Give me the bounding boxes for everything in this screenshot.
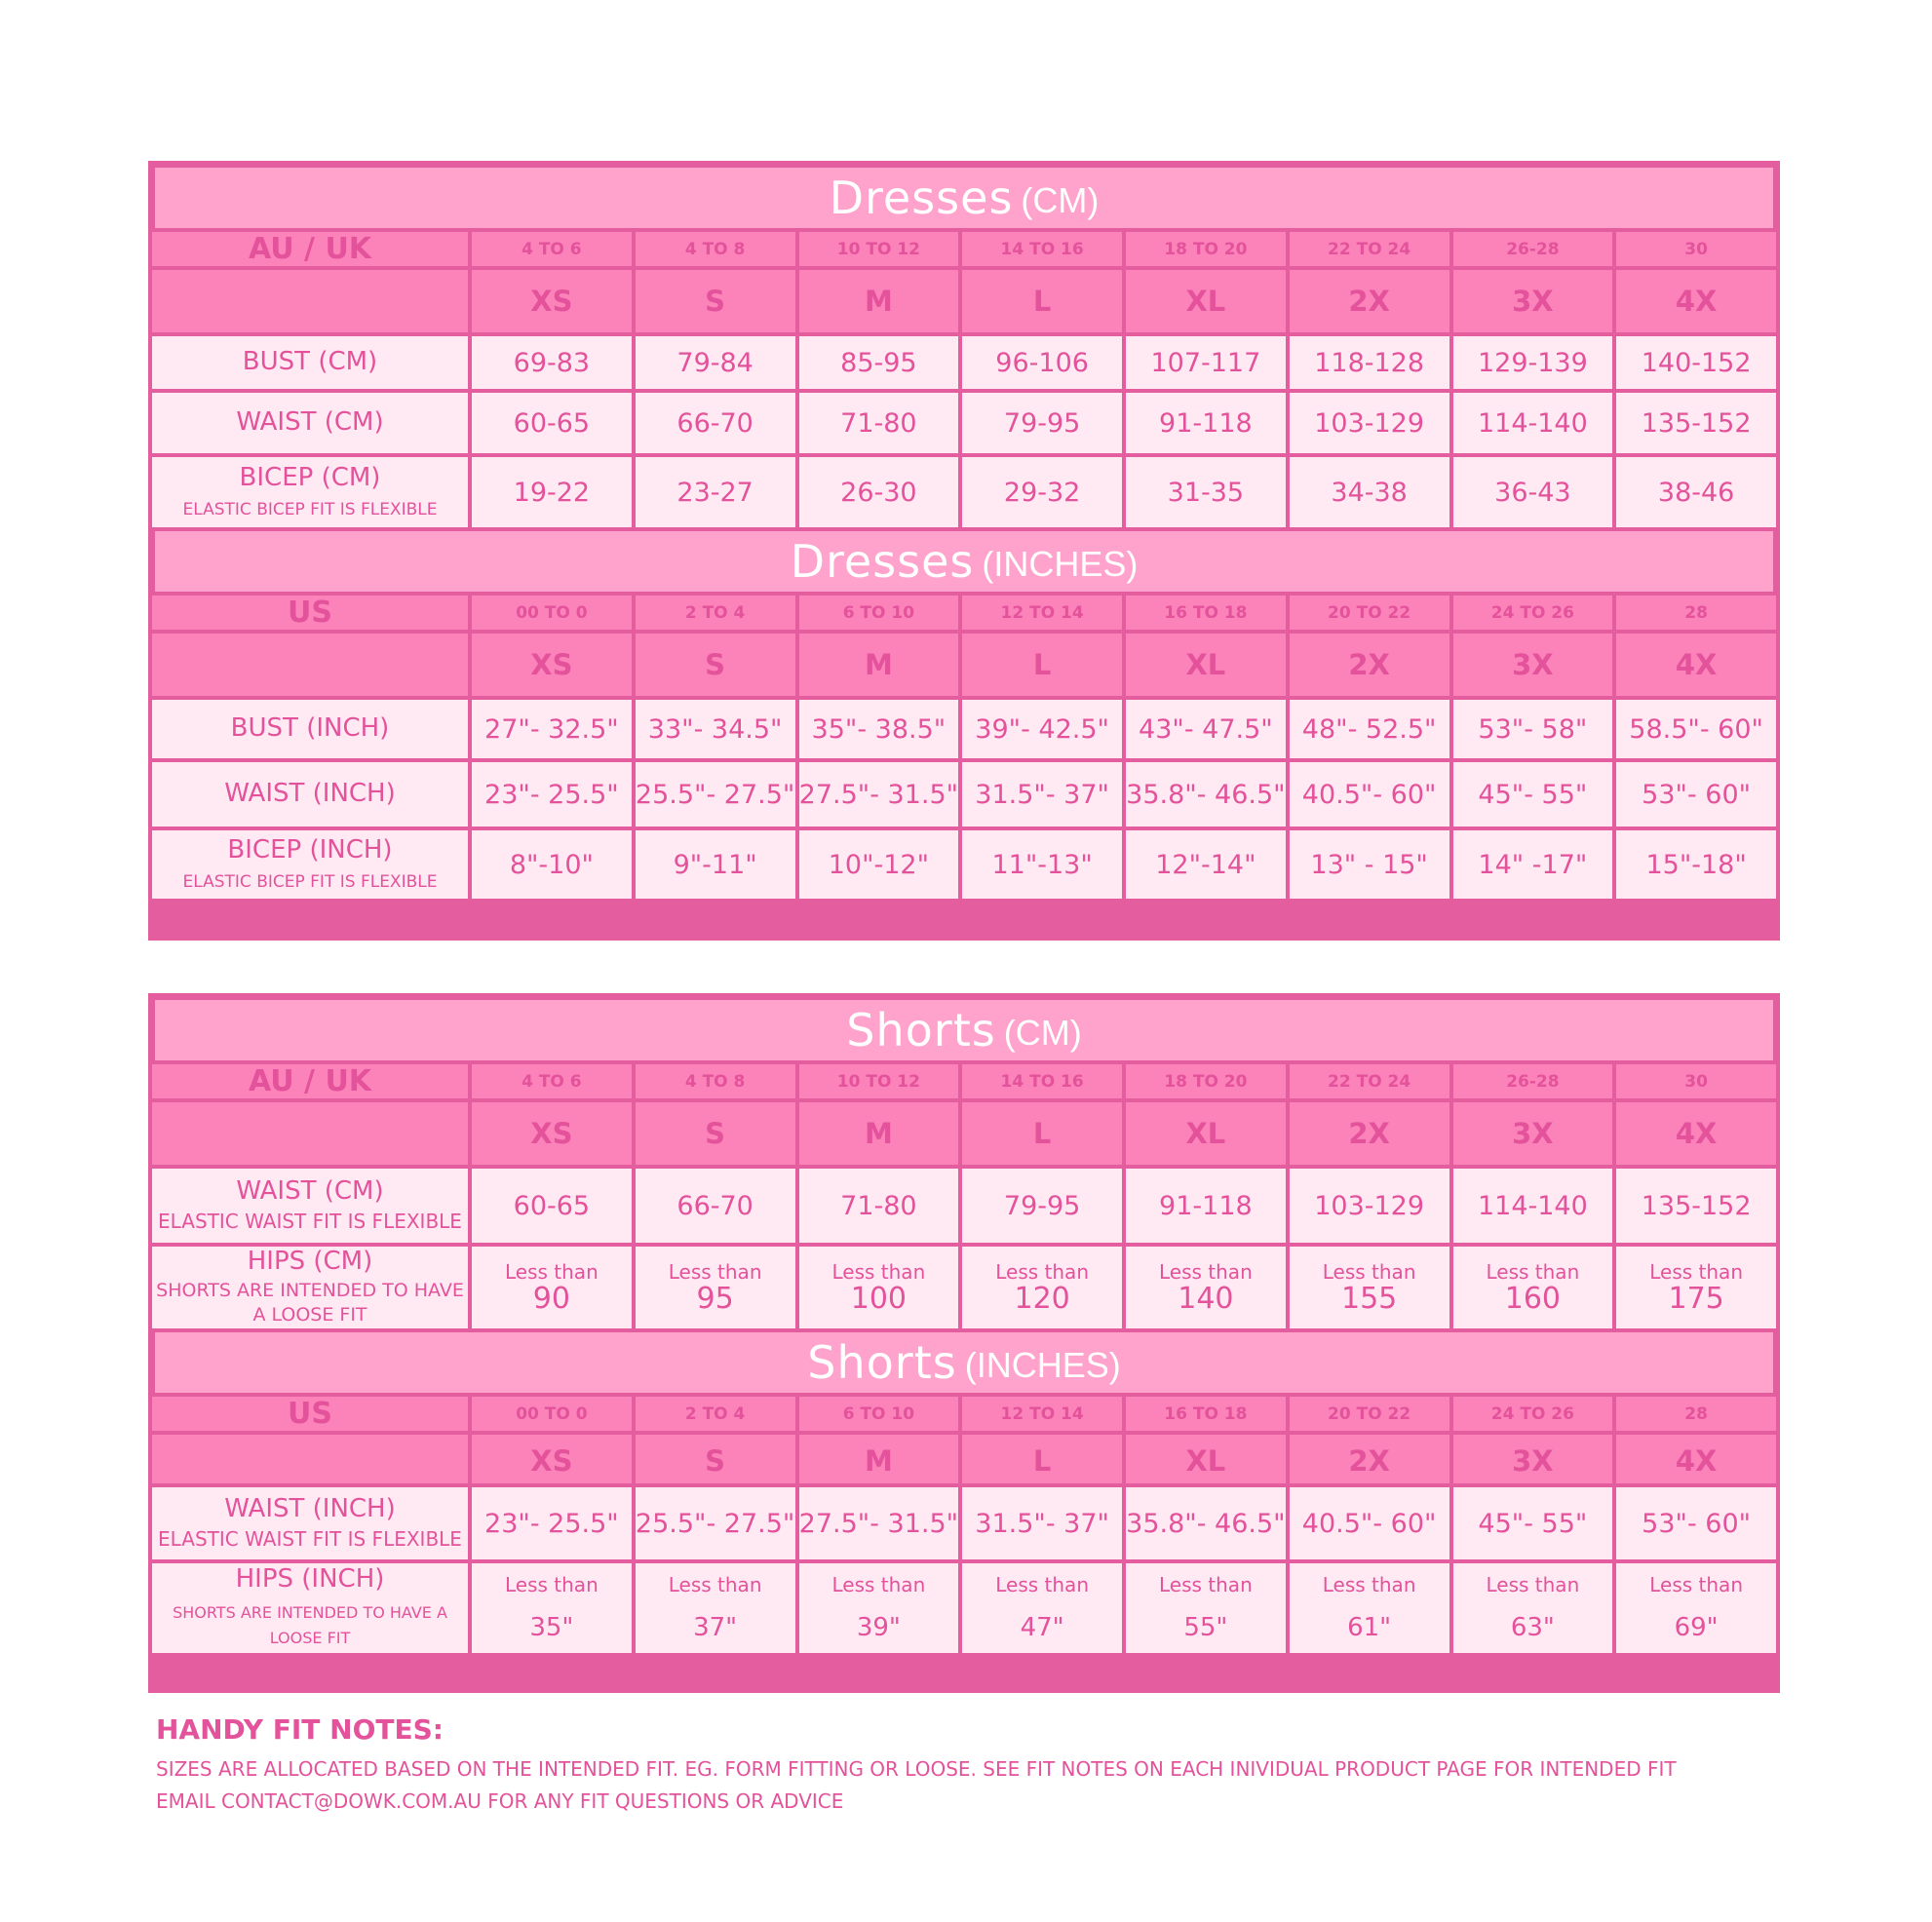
size-cell: M — [799, 1102, 959, 1165]
size-cell: XS — [472, 270, 632, 332]
measurement-value: 91-118 — [1126, 1169, 1286, 1243]
measurement-value: 53"- 60" — [1616, 1487, 1776, 1559]
size-cell: S — [636, 1102, 795, 1165]
range-cell: 10 TO 12 — [799, 232, 959, 266]
measurement-value: 118-128 — [1290, 336, 1449, 389]
dresses-cm-title-main: Dresses — [829, 172, 1014, 224]
size-label-blank — [152, 1102, 468, 1165]
measurement-row-waist — [152, 393, 1776, 453]
dresses-in-table — [148, 592, 1780, 903]
measurement-value: 12"-14" — [1126, 830, 1286, 899]
measurement-value: 140-152 — [1616, 336, 1776, 389]
measurement-value: Less than 61" — [1290, 1563, 1449, 1653]
measurement-note: SHORTS ARE INTENDED TO HAVE A LOOSE FIT — [173, 1603, 447, 1647]
measurement-value: 34-38 — [1290, 457, 1449, 527]
measurement-value: Less than 69" — [1616, 1563, 1776, 1653]
measurement-value: 79-95 — [962, 393, 1122, 453]
size-cell: M — [799, 634, 959, 696]
measurement-value: 60-65 — [472, 1169, 632, 1243]
measurement-value: Less than 35" — [472, 1563, 632, 1653]
size-cell: M — [799, 1435, 959, 1483]
measurement-value: 53"- 58" — [1453, 700, 1613, 758]
measurement-value: 39"- 42.5" — [962, 700, 1122, 758]
measurement-value: Less than 63" — [1453, 1563, 1613, 1653]
shorts-size-chart — [148, 993, 1780, 1693]
measurement-value: Less than 175 — [1616, 1247, 1776, 1328]
range-cell: 28 — [1616, 1397, 1776, 1431]
measurement-value: 23"- 25.5" — [472, 1487, 632, 1559]
range-cell: 16 TO 18 — [1126, 1397, 1286, 1431]
range-cell: 6 TO 10 — [799, 596, 959, 630]
measurement-value: 11"-13" — [962, 830, 1122, 899]
size-cell: XL — [1126, 270, 1286, 332]
measurement-value: 114-140 — [1453, 1169, 1613, 1243]
measurement-value: 66-70 — [636, 393, 795, 453]
range-cell: 4 TO 6 — [472, 1064, 632, 1098]
range-cell: 4 TO 8 — [636, 232, 795, 266]
measurement-value: Less than 140 — [1126, 1247, 1286, 1328]
measurement-row-bicep — [152, 830, 1776, 899]
size-cell: XS — [472, 634, 632, 696]
measurement-note: SHORTS ARE INTENDED TO HAVE A LOOSE FIT — [156, 1280, 464, 1326]
measurement-row-hips — [152, 1247, 1776, 1328]
measurement-value: 96-106 — [962, 336, 1122, 389]
measurement-value: 35"- 38.5" — [799, 700, 959, 758]
measurement-value: 48"- 52.5" — [1290, 700, 1449, 758]
measurement-label: BUST (CM) — [152, 336, 468, 389]
dresses-in-title-main: Dresses — [790, 535, 975, 588]
measurement-value: 31.5"- 37" — [962, 762, 1122, 826]
measurement-value: 103-129 — [1290, 393, 1449, 453]
fit-notes — [156, 1713, 1813, 1818]
range-row — [152, 1064, 1776, 1098]
shorts-in-table — [148, 1393, 1780, 1657]
size-cell: L — [962, 1435, 1122, 1483]
measurement-label: BICEP (INCH) ELASTIC BICEP FIT IS FLEXIBLE — [152, 830, 468, 899]
range-cell: 10 TO 12 — [799, 1064, 959, 1098]
measurement-value: 66-70 — [636, 1169, 795, 1243]
range-cell: 30 — [1616, 232, 1776, 266]
measurement-value: 107-117 — [1126, 336, 1286, 389]
size-label-blank — [152, 634, 468, 696]
range-cell: 26-28 — [1453, 232, 1613, 266]
measurement-value: Less than 155 — [1290, 1247, 1449, 1328]
size-cell: S — [636, 1435, 795, 1483]
measurement-value: 35.8"- 46.5" — [1126, 1487, 1286, 1559]
range-row — [152, 1397, 1776, 1431]
measurement-value: 91-118 — [1126, 393, 1286, 453]
range-cell: 16 TO 18 — [1126, 596, 1286, 630]
measurement-value: 27.5"- 31.5" — [799, 762, 959, 826]
measurement-note: ELASTIC WAIST FIT IS FLEXIBLE — [158, 1526, 462, 1551]
size-row — [152, 270, 1776, 332]
size-cell: 2X — [1290, 634, 1449, 696]
dresses-in-title-unit: (INCHES) — [982, 544, 1139, 584]
measurement-value: 114-140 — [1453, 393, 1613, 453]
size-row — [152, 634, 1776, 696]
range-cell: 4 TO 8 — [636, 1064, 795, 1098]
measurement-value: 10"-12" — [799, 830, 959, 899]
dresses-cm-table — [148, 228, 1780, 531]
measurement-value: Less than 90 — [472, 1247, 632, 1328]
measurement-value: 71-80 — [799, 1169, 959, 1243]
range-cell: 22 TO 24 — [1290, 1064, 1449, 1098]
range-cell: 00 TO 0 — [472, 596, 632, 630]
range-cell: 22 TO 24 — [1290, 232, 1449, 266]
measurement-value: 19-22 — [472, 457, 632, 527]
range-row — [152, 232, 1776, 266]
measurement-value: Less than 160 — [1453, 1247, 1613, 1328]
range-cell: 4 TO 6 — [472, 232, 632, 266]
fit-notes-contact: EMAIL CONTACT@DOWK.COM.AU FOR ANY FIT QUESTIONS OR ADVICE — [156, 1789, 844, 1813]
range-cell: 12 TO 14 — [962, 1397, 1122, 1431]
size-cell: 4X — [1616, 1435, 1776, 1483]
measurement-label: BICEP (CM) ELASTIC BICEP FIT IS FLEXIBLE — [152, 457, 468, 527]
range-cell: 30 — [1616, 1064, 1776, 1098]
measurement-value: 23"- 25.5" — [472, 762, 632, 826]
measurement-row-waist — [152, 1169, 1776, 1243]
measurement-value: Less than 55" — [1126, 1563, 1286, 1653]
range-cell: 2 TO 4 — [636, 1397, 795, 1431]
measurement-value: 129-139 — [1453, 336, 1613, 389]
shorts-cm-title — [155, 1000, 1773, 1060]
dresses-cm-title — [155, 168, 1773, 228]
measurement-value: 43"- 47.5" — [1126, 700, 1286, 758]
measurement-value: 15"-18" — [1616, 830, 1776, 899]
range-cell: 2 TO 4 — [636, 596, 795, 630]
measurement-value: 135-152 — [1616, 1169, 1776, 1243]
measurement-row-bicep — [152, 457, 1776, 527]
measurement-label: WAIST (INCH) — [152, 762, 468, 826]
size-cell: XL — [1126, 1102, 1286, 1165]
size-row — [152, 1435, 1776, 1483]
measurement-value: 31-35 — [1126, 457, 1286, 527]
measurement-value: 33"- 34.5" — [636, 700, 795, 758]
measurement-value: Less than 120 — [962, 1247, 1122, 1328]
measurement-value: 40.5"- 60" — [1290, 1487, 1449, 1559]
range-cell: 18 TO 20 — [1126, 1064, 1286, 1098]
range-cell: 18 TO 20 — [1126, 232, 1286, 266]
measurement-value: 31.5"- 37" — [962, 1487, 1122, 1559]
size-cell: XL — [1126, 634, 1286, 696]
dresses-cm-title-unit: (CM) — [1021, 180, 1100, 220]
size-cell: 2X — [1290, 270, 1449, 332]
range-cell: 14 TO 16 — [962, 232, 1122, 266]
measurement-value: 79-84 — [636, 336, 795, 389]
measurement-value: 69-83 — [472, 336, 632, 389]
range-cell: 24 TO 26 — [1453, 596, 1613, 630]
measurement-value: 71-80 — [799, 393, 959, 453]
measurement-value: 27.5"- 31.5" — [799, 1487, 959, 1559]
shorts-in-title-main: Shorts — [807, 1336, 957, 1389]
measurement-value: 13" - 15" — [1290, 830, 1449, 899]
shorts-cm-table — [148, 1060, 1780, 1332]
measurement-value: 45"- 55" — [1453, 762, 1613, 826]
size-label-blank — [152, 270, 468, 332]
range-cell: 6 TO 10 — [799, 1397, 959, 1431]
shorts-in-title — [155, 1332, 1773, 1393]
fit-notes-title: HANDY FIT NOTES: — [156, 1713, 444, 1746]
measurement-value: 53"- 60" — [1616, 762, 1776, 826]
measurement-value: 103-129 — [1290, 1169, 1449, 1243]
measurement-value: Less than 37" — [636, 1563, 795, 1653]
measurement-value: 26-30 — [799, 457, 959, 527]
size-cell: S — [636, 270, 795, 332]
size-cell: 3X — [1453, 1102, 1613, 1165]
measurement-value: 25.5"- 27.5" — [636, 762, 795, 826]
size-cell: L — [962, 634, 1122, 696]
range-cell: 28 — [1616, 596, 1776, 630]
size-cell: XS — [472, 1102, 632, 1165]
measurement-label: HIPS (CM) SHORTS ARE INTENDED TO HAVE A LOOSE FIT — [152, 1247, 468, 1328]
measurement-value: 9"-11" — [636, 830, 795, 899]
range-cell: 26-28 — [1453, 1064, 1613, 1098]
range-cell: 14 TO 16 — [962, 1064, 1122, 1098]
measurement-value: 35.8"- 46.5" — [1126, 762, 1286, 826]
measurement-label: HIPS (INCH) SHORTS ARE INTENDED TO HAVE A LOOSE FIT — [152, 1563, 468, 1653]
measurement-label: WAIST (CM) — [152, 393, 468, 453]
size-cell: 3X — [1453, 1435, 1613, 1483]
size-cell: S — [636, 634, 795, 696]
size-cell: 3X — [1453, 634, 1613, 696]
measurement-row-bust — [152, 700, 1776, 758]
dresses-size-chart — [148, 161, 1780, 941]
range-cell: 20 TO 22 — [1290, 1397, 1449, 1431]
measurement-row-bust — [152, 336, 1776, 389]
measurement-value: 29-32 — [962, 457, 1122, 527]
measurement-label: BUST (INCH) — [152, 700, 468, 758]
measurement-note: ELASTIC BICEP FIT IS FLEXIBLE — [182, 871, 438, 892]
measurement-label: WAIST (INCH) ELASTIC WAIST FIT IS FLEXIBLE — [152, 1487, 468, 1559]
shorts-cm-title-main: Shorts — [846, 1004, 996, 1057]
size-label-blank — [152, 1435, 468, 1483]
fit-notes-line: SIZES ARE ALLOCATED BASED ON THE INTENDED FIT. EG. FORM FITTING OR LOOSE. SEE FIT NOTES ON EACH INIVIDUAL PRODUCT PAGE FOR INTENDED FIT — [156, 1757, 1677, 1781]
range-cell: 12 TO 14 — [962, 596, 1122, 630]
measurement-row-waist — [152, 1487, 1776, 1559]
measurement-value: 85-95 — [799, 336, 959, 389]
size-cell: XL — [1126, 1435, 1286, 1483]
measurement-value: Less than 47" — [962, 1563, 1122, 1653]
range-cell: 20 TO 22 — [1290, 596, 1449, 630]
dresses-in-title — [155, 531, 1773, 592]
measurement-note: ELASTIC BICEP FIT IS FLEXIBLE — [182, 499, 438, 519]
size-cell: L — [962, 1102, 1122, 1165]
region-label: AU / UK — [152, 232, 468, 266]
size-cell: 4X — [1616, 270, 1776, 332]
measurement-value: 8"-10" — [472, 830, 632, 899]
measurement-value: 135-152 — [1616, 393, 1776, 453]
measurement-value: 60-65 — [472, 393, 632, 453]
measurement-value: 27"- 32.5" — [472, 700, 632, 758]
measurement-value: Less than 39" — [799, 1563, 959, 1653]
size-cell: 4X — [1616, 1102, 1776, 1165]
size-cell: M — [799, 270, 959, 332]
measurement-value: Less than 100 — [799, 1247, 959, 1328]
measurement-value: 23-27 — [636, 457, 795, 527]
measurement-label: WAIST (CM) ELASTIC WAIST FIT IS FLEXIBLE — [152, 1169, 468, 1243]
region-label: US — [152, 596, 468, 630]
measurement-note: ELASTIC WAIST FIT IS FLEXIBLE — [158, 1209, 462, 1233]
range-row — [152, 596, 1776, 630]
measurement-value: 40.5"- 60" — [1290, 762, 1449, 826]
region-label: US — [152, 1397, 468, 1431]
measurement-value: 58.5"- 60" — [1616, 700, 1776, 758]
size-cell: 4X — [1616, 634, 1776, 696]
region-label: AU / UK — [152, 1064, 468, 1098]
size-cell: 2X — [1290, 1435, 1449, 1483]
range-cell: 00 TO 0 — [472, 1397, 632, 1431]
measurement-value: 38-46 — [1616, 457, 1776, 527]
range-cell: 24 TO 26 — [1453, 1397, 1613, 1431]
size-row — [152, 1102, 1776, 1165]
measurement-value: Less than 95 — [636, 1247, 795, 1328]
size-cell: L — [962, 270, 1122, 332]
measurement-value: 36-43 — [1453, 457, 1613, 527]
measurement-row-hips — [152, 1563, 1776, 1653]
measurement-value: 14" -17" — [1453, 830, 1613, 899]
measurement-row-waist — [152, 762, 1776, 826]
shorts-cm-title-unit: (CM) — [1003, 1013, 1082, 1053]
size-cell: 3X — [1453, 270, 1613, 332]
measurement-value: 25.5"- 27.5" — [636, 1487, 795, 1559]
measurement-value: 79-95 — [962, 1169, 1122, 1243]
shorts-in-title-unit: (INCHES) — [964, 1345, 1121, 1385]
size-cell: XS — [472, 1435, 632, 1483]
size-cell: 2X — [1290, 1102, 1449, 1165]
measurement-value: 45"- 55" — [1453, 1487, 1613, 1559]
